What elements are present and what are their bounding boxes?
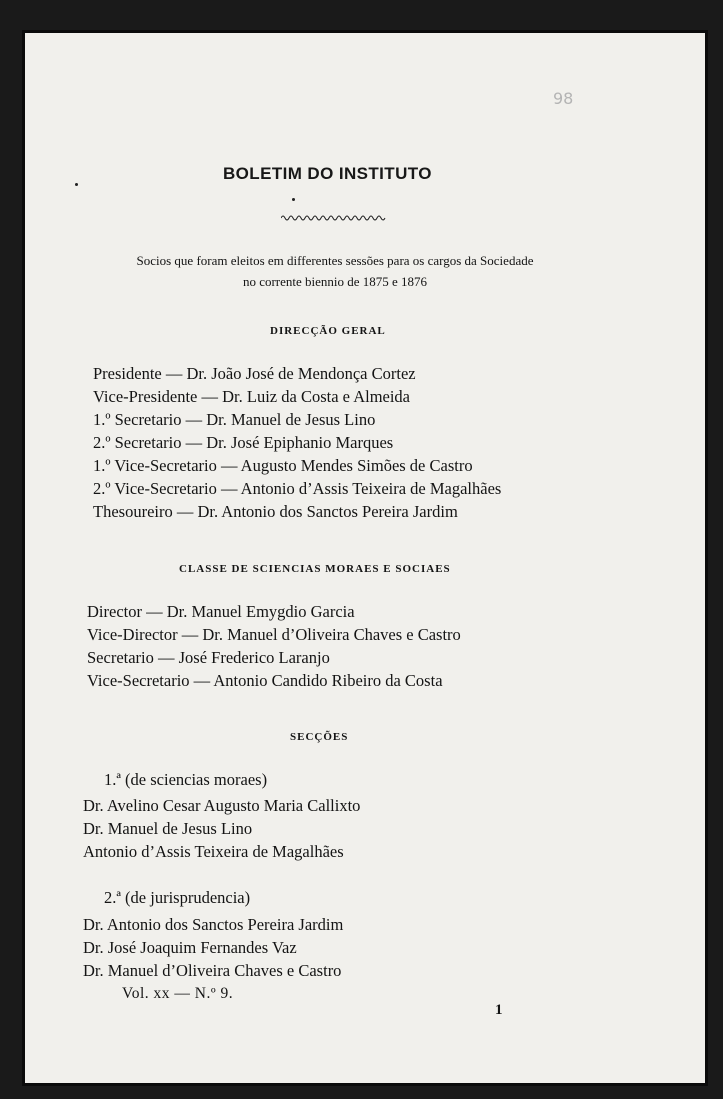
list-item: Vice-Secretario — Antonio Candido Ribeiro da Costa	[87, 671, 443, 690]
intro-line-1: Socios que foram eleitos em differentes sessões para os cargos da Sociedade	[136, 253, 534, 268]
list-item: 2.º Vice-Secretario — Antonio d’Assis Teixeira de Magalhães	[93, 479, 502, 498]
list-item: Antonio d’Assis Teixeira de Magalhães	[83, 842, 344, 861]
section-2-list	[83, 913, 343, 982]
direccao-list	[93, 362, 501, 523]
section-1-label: 1.ª (de sciencias moraes)	[104, 770, 268, 789]
list-item: 2.º Secretario — Dr. José Epiphanio Marques	[93, 433, 394, 452]
document-page	[22, 30, 708, 1086]
list-item: Thesoureiro — Dr. Antonio dos Sanctos Pereira Jardim	[93, 502, 458, 521]
list-item: Dr. Manuel de Jesus Lino	[83, 819, 253, 838]
seccoes-heading: SECÇÕES	[290, 731, 349, 743]
direccao-heading: DIRECÇÃO GERAL	[270, 325, 386, 337]
list-item: Dr. Manuel d’Oliveira Chaves e Castro	[83, 961, 342, 980]
ink-speck	[292, 198, 295, 201]
volume-footer: Vol. xx — N.º 9.	[122, 985, 234, 1002]
list-item: Vice-Presidente — Dr. Luiz da Costa e Almeida	[93, 387, 411, 406]
list-item: Dr. Avelino Cesar Augusto Maria Callixto	[83, 796, 361, 815]
list-item: Dr. Antonio dos Sanctos Pereira Jardim	[83, 915, 344, 934]
classe-heading: CLASSE DE SCIENCIAS MORAES E SOCIAES	[179, 563, 451, 575]
intro-line-2: no corrente biennio de 1875 e 1876	[242, 274, 428, 289]
ink-speck	[75, 183, 78, 186]
list-item: Secretario — José Frederico Laranjo	[87, 648, 330, 667]
list-item: 1.º Vice-Secretario — Augusto Mendes Simões de Castro	[93, 456, 473, 475]
list-item: 1.º Secretario — Dr. Manuel de Jesus Lino	[93, 410, 376, 429]
wavy-rule-ornament	[281, 213, 387, 223]
list-item: Director — Dr. Manuel Emygdio Garcia	[87, 602, 355, 621]
section-1-list	[83, 794, 360, 863]
list-item: Presidente — Dr. João José de Mendonça Cortez	[93, 364, 416, 383]
page-title: BOLETIM DO INSTITUTO	[223, 164, 432, 183]
list-item: Dr. José Joaquim Fernandes Vaz	[83, 938, 297, 957]
bleed-through-page-number: 98	[553, 89, 574, 108]
intro-paragraph	[128, 250, 542, 292]
list-item: Vice-Director — Dr. Manuel d’Oliveira Chaves e Castro	[87, 625, 461, 644]
classe-list	[87, 600, 461, 692]
signature-mark: 1	[495, 1002, 503, 1018]
section-2-label: 2.ª (de jurisprudencia)	[104, 888, 251, 907]
